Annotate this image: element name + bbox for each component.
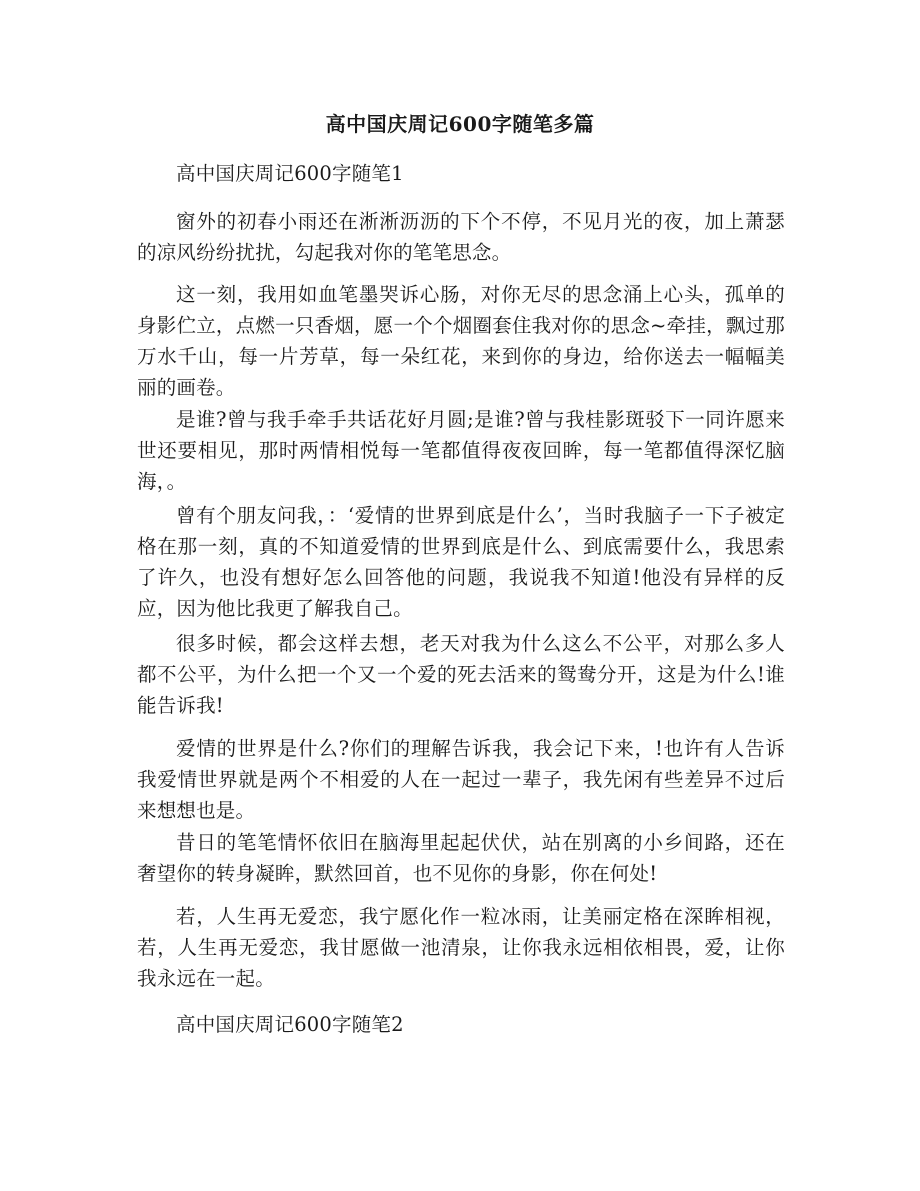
paragraph: 若，人生再无爱恋，我宁愿化作一粒冰雨，让美丽定格在深眸相视，若，人生再无爱恋，我甘愿做一池清泉，让你我永远相依相畏，爱，让你我永远在一起。 xyxy=(137,905,785,990)
paragraph: 很多时候，都会这样去想，老天对我为什么这么不公平，对那么多人都不公平，为什么把一个又一个爱的死去活来的鸳鸯分开，这是为什么!谁能告诉我! xyxy=(137,632,785,717)
paragraph: 是谁?曾与我手牵手共话花好月圆;是谁?曾与我桂影斑驳下一同许愿来世还要相见，那时两情相悦每一笔都值得夜夜回眸，每一笔都值得深忆脑海，。 xyxy=(137,408,785,493)
paragraph: 昔日的笔笔情怀依旧在脑海里起起伏伏，站在别离的小乡间路，还在奢望你的转身凝眸，默然回首，也不见你的身影，你在何处! xyxy=(137,831,785,885)
paragraph: 这一刻，我用如血笔墨哭诉心肠，对你无尽的思念涌上心头，孤单的身影伫立，点燃一只香烟，愿一个个烟圈套住我对你的思念~牵挂，飘过那万水千山，每一片芳草，每一朵红花，来到你的身边，给你送去一幅幅美丽的画卷。 xyxy=(137,283,785,399)
paragraph: 窗外的初春小雨还在淅淅沥沥的下个不停，不见月光的夜，加上萧瑟的凉风纷纷扰扰，勾起我对你的笔笔思念。 xyxy=(137,210,785,264)
section-heading-2: 高中国庆周记600字随笔2 xyxy=(176,1013,404,1036)
document-title: 高中国庆周记600字随笔多篇 xyxy=(325,112,595,136)
paragraph: 爱情的世界是什么?你们的理解告诉我，我会记下来，!也许有人告诉我爱情世界就是两个不相爱的人在一起过一辈子，我先闲有些差异不过后来想想也是。 xyxy=(137,737,785,822)
paragraph: 曾有个朋友问我，：‘爱情的世界到底是什么’，当时我脑子一下子被定格在那一刻，真的不知道爱情的世界到底是什么、到底需要什么，我思索了许久，也没有想好怎么回答他的问题，我说我不知道!他没有异样的反应，因为他比我更了解我自己。 xyxy=(137,504,785,620)
section-heading-1: 高中国庆周记600字随笔1 xyxy=(176,162,404,185)
